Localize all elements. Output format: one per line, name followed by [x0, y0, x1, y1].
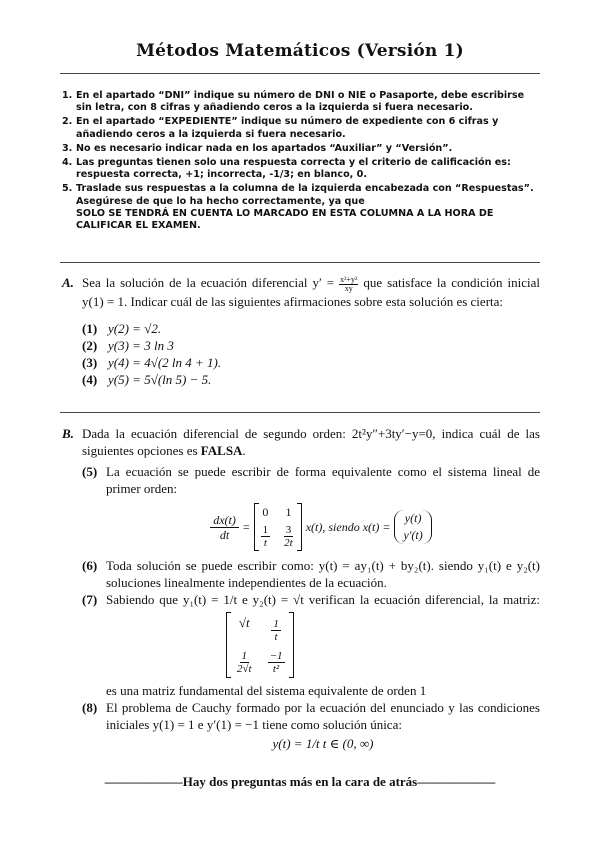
fraction — [339, 276, 358, 293]
instruction-number: 2. — [62, 116, 73, 128]
question-label: B. — [62, 426, 74, 441]
answer-option-6 — [82, 557, 540, 591]
instruction-item — [62, 116, 540, 141]
option-text: y(5) = 5√(ln 5) − 5. — [108, 371, 212, 387]
question-text-part: que satisface la condición inicial y(1) = 1. Indicar cuál de las siguientes afirmaciones sobre esta solución es cierta: — [82, 275, 540, 309]
fraction — [235, 650, 254, 675]
question-a — [62, 274, 540, 388]
answer-option-8 — [82, 699, 540, 752]
option-number: (5) — [82, 464, 98, 479]
instruction-item — [62, 143, 540, 155]
instruction-text: Traslade sus respuestas a la columna de la izquierda encabezada con “Respuestas”. Asegúrese de que lo ha hecho correctamente, ya que — [76, 183, 534, 207]
divider — [60, 73, 540, 74]
equation-middle-text: x(t), siendo x(t) = — [305, 519, 391, 534]
question-text-part: Dada la ecuación diferencial de segundo orden: 2t²y″+3ty′−y=0, indica cuál de las siguientes opciones es — [82, 426, 540, 458]
answer-options — [82, 320, 540, 388]
question-label: A. — [62, 275, 74, 290]
fraction-denominator: t² — [272, 663, 280, 675]
question-text — [82, 425, 540, 459]
answer-option — [82, 320, 540, 337]
instruction-number: 5. — [62, 183, 73, 195]
fraction-numerator: 1 — [241, 650, 248, 662]
fraction-numerator: dx(t) — [210, 513, 239, 528]
matrix-cell — [268, 615, 285, 643]
vector-cell: y′(t) — [403, 528, 423, 542]
equals-sign: = — [242, 519, 250, 534]
instruction-emphasis: SOLO SE TENDRÁ EN CUENTA LO MARCADO EN ESTA COLUMNA A LA HORA DE CALIFICAR EL EXAMEN. — [76, 208, 494, 232]
matrix-cell — [268, 647, 285, 675]
option-number: (4) — [82, 371, 98, 387]
fraction-denominator: dt — [219, 527, 230, 542]
fraction-numerator: 1 — [273, 618, 279, 630]
option-text: y(4) = 4√(2 ln 4 + 1). — [108, 354, 222, 370]
instruction-item — [62, 90, 540, 115]
answer-option — [82, 371, 540, 388]
fraction-denominator: 2t — [284, 537, 293, 549]
fraction-numerator: x²+y² — [340, 274, 358, 284]
question-text-part: Sea la solución de la ecuación diferencial y′ = — [82, 275, 335, 290]
option-text: y(3) = 3 ln 3 — [108, 337, 174, 353]
cauchy-solution: y(t) = 1/t t ∈ (0, ∞) — [272, 736, 374, 751]
fraction-denominator: t — [274, 631, 278, 643]
matrix-cell: √t — [238, 615, 250, 630]
option-text-tail: es una matriz fundamental del sistema equivalente de orden 1 — [106, 683, 427, 698]
fraction-denominator: xy — [344, 283, 353, 293]
divider — [60, 412, 540, 413]
instructions-list — [62, 90, 540, 234]
matrix-cell — [282, 522, 295, 549]
question-text-part: . — [242, 443, 246, 458]
instruction-number: 3. — [62, 142, 73, 154]
instruction-text: En el apartado “EXPEDIENTE” indique su número de expediente con 6 cifras y añadiendo ceros a la izquierda si fuera necesario. — [76, 116, 499, 140]
instruction-text: No es necesario indicar nada en los apartados “Auxiliar” y “Versión”. — [76, 142, 453, 154]
instruction-text: En el apartado “DNI” indique su número de DNI o NIE o Pasaporte, debe escribirse sin letra, con 8 cifras y añadiendo ceros a la izquierda si fuera necesario. — [76, 90, 525, 114]
fraction — [268, 650, 285, 675]
matrix-cell: 0 — [262, 505, 269, 519]
option-text: Toda solución se puede escribir como: y(t) = ay₁(t) + by₂(t). siendo y₁(t) e y₂(t) soluciones linealmente independientes de la ecuación. — [106, 558, 540, 590]
option-text: La ecuación se puede escribir de forma equivalente como el sistema lineal de primer orden: — [106, 464, 540, 496]
option-text: El problema de Cauchy formado por la ecuación del enunciado y las condiciones iniciales y(1) = 1 e y′(1) = −1 tiene como solución única: — [106, 700, 540, 732]
state-vector — [394, 510, 431, 544]
derivative-fraction — [210, 513, 239, 542]
fraction — [271, 618, 281, 643]
question-text — [82, 274, 540, 310]
page-footer: ——————Hay dos preguntas más en la cara de atrás—————— — [104, 774, 496, 789]
fraction-numerator: 1 — [262, 524, 269, 536]
option-number: (1) — [82, 320, 98, 336]
coefficient-matrix — [254, 503, 302, 551]
instruction-number: 1. — [62, 90, 73, 101]
question-b — [62, 425, 540, 754]
matrix-cell: 1 — [285, 505, 292, 519]
fraction-denominator: t — [263, 537, 267, 549]
fundamental-matrix — [226, 612, 294, 678]
fraction-numerator: 3 — [285, 524, 292, 536]
divider — [60, 262, 540, 263]
option-text: Sabiendo que y₁(t) = 1/t e y₂(t) = √t verifican la ecuación diferencial, la matriz: — [106, 592, 540, 607]
answer-option — [82, 354, 540, 371]
answer-option — [82, 337, 540, 354]
instruction-item — [62, 157, 540, 182]
option-number: (8) — [82, 700, 98, 715]
linear-system-equation — [106, 503, 540, 551]
matrix-cell — [235, 647, 254, 675]
question-emphasis: FALSA — [200, 443, 243, 458]
option-number: (7) — [82, 592, 98, 607]
answer-option-5 — [82, 463, 540, 551]
page-title: Métodos Matemáticos (Versión 1) — [136, 41, 464, 61]
option-number: (2) — [82, 337, 98, 353]
fraction — [261, 524, 271, 549]
instruction-number: 4. — [62, 156, 73, 168]
option-number: (3) — [82, 354, 98, 370]
vector-cell: y(t) — [404, 511, 422, 525]
instruction-text: Las preguntas tienen solo una respuesta correcta y el criterio de calificación es: respuesta correcta, +1; incorrecta, -1/3; en blanco, 0. — [76, 156, 511, 181]
answer-option-7 — [82, 591, 540, 699]
fraction — [282, 524, 295, 549]
instruction-item — [62, 183, 540, 233]
option-text: y(2) = √2. — [108, 320, 162, 336]
matrix-cell — [261, 522, 271, 549]
fraction-denominator: 2√t — [237, 663, 252, 675]
fraction-numerator: −1 — [269, 650, 283, 662]
option-number: (6) — [82, 558, 98, 573]
